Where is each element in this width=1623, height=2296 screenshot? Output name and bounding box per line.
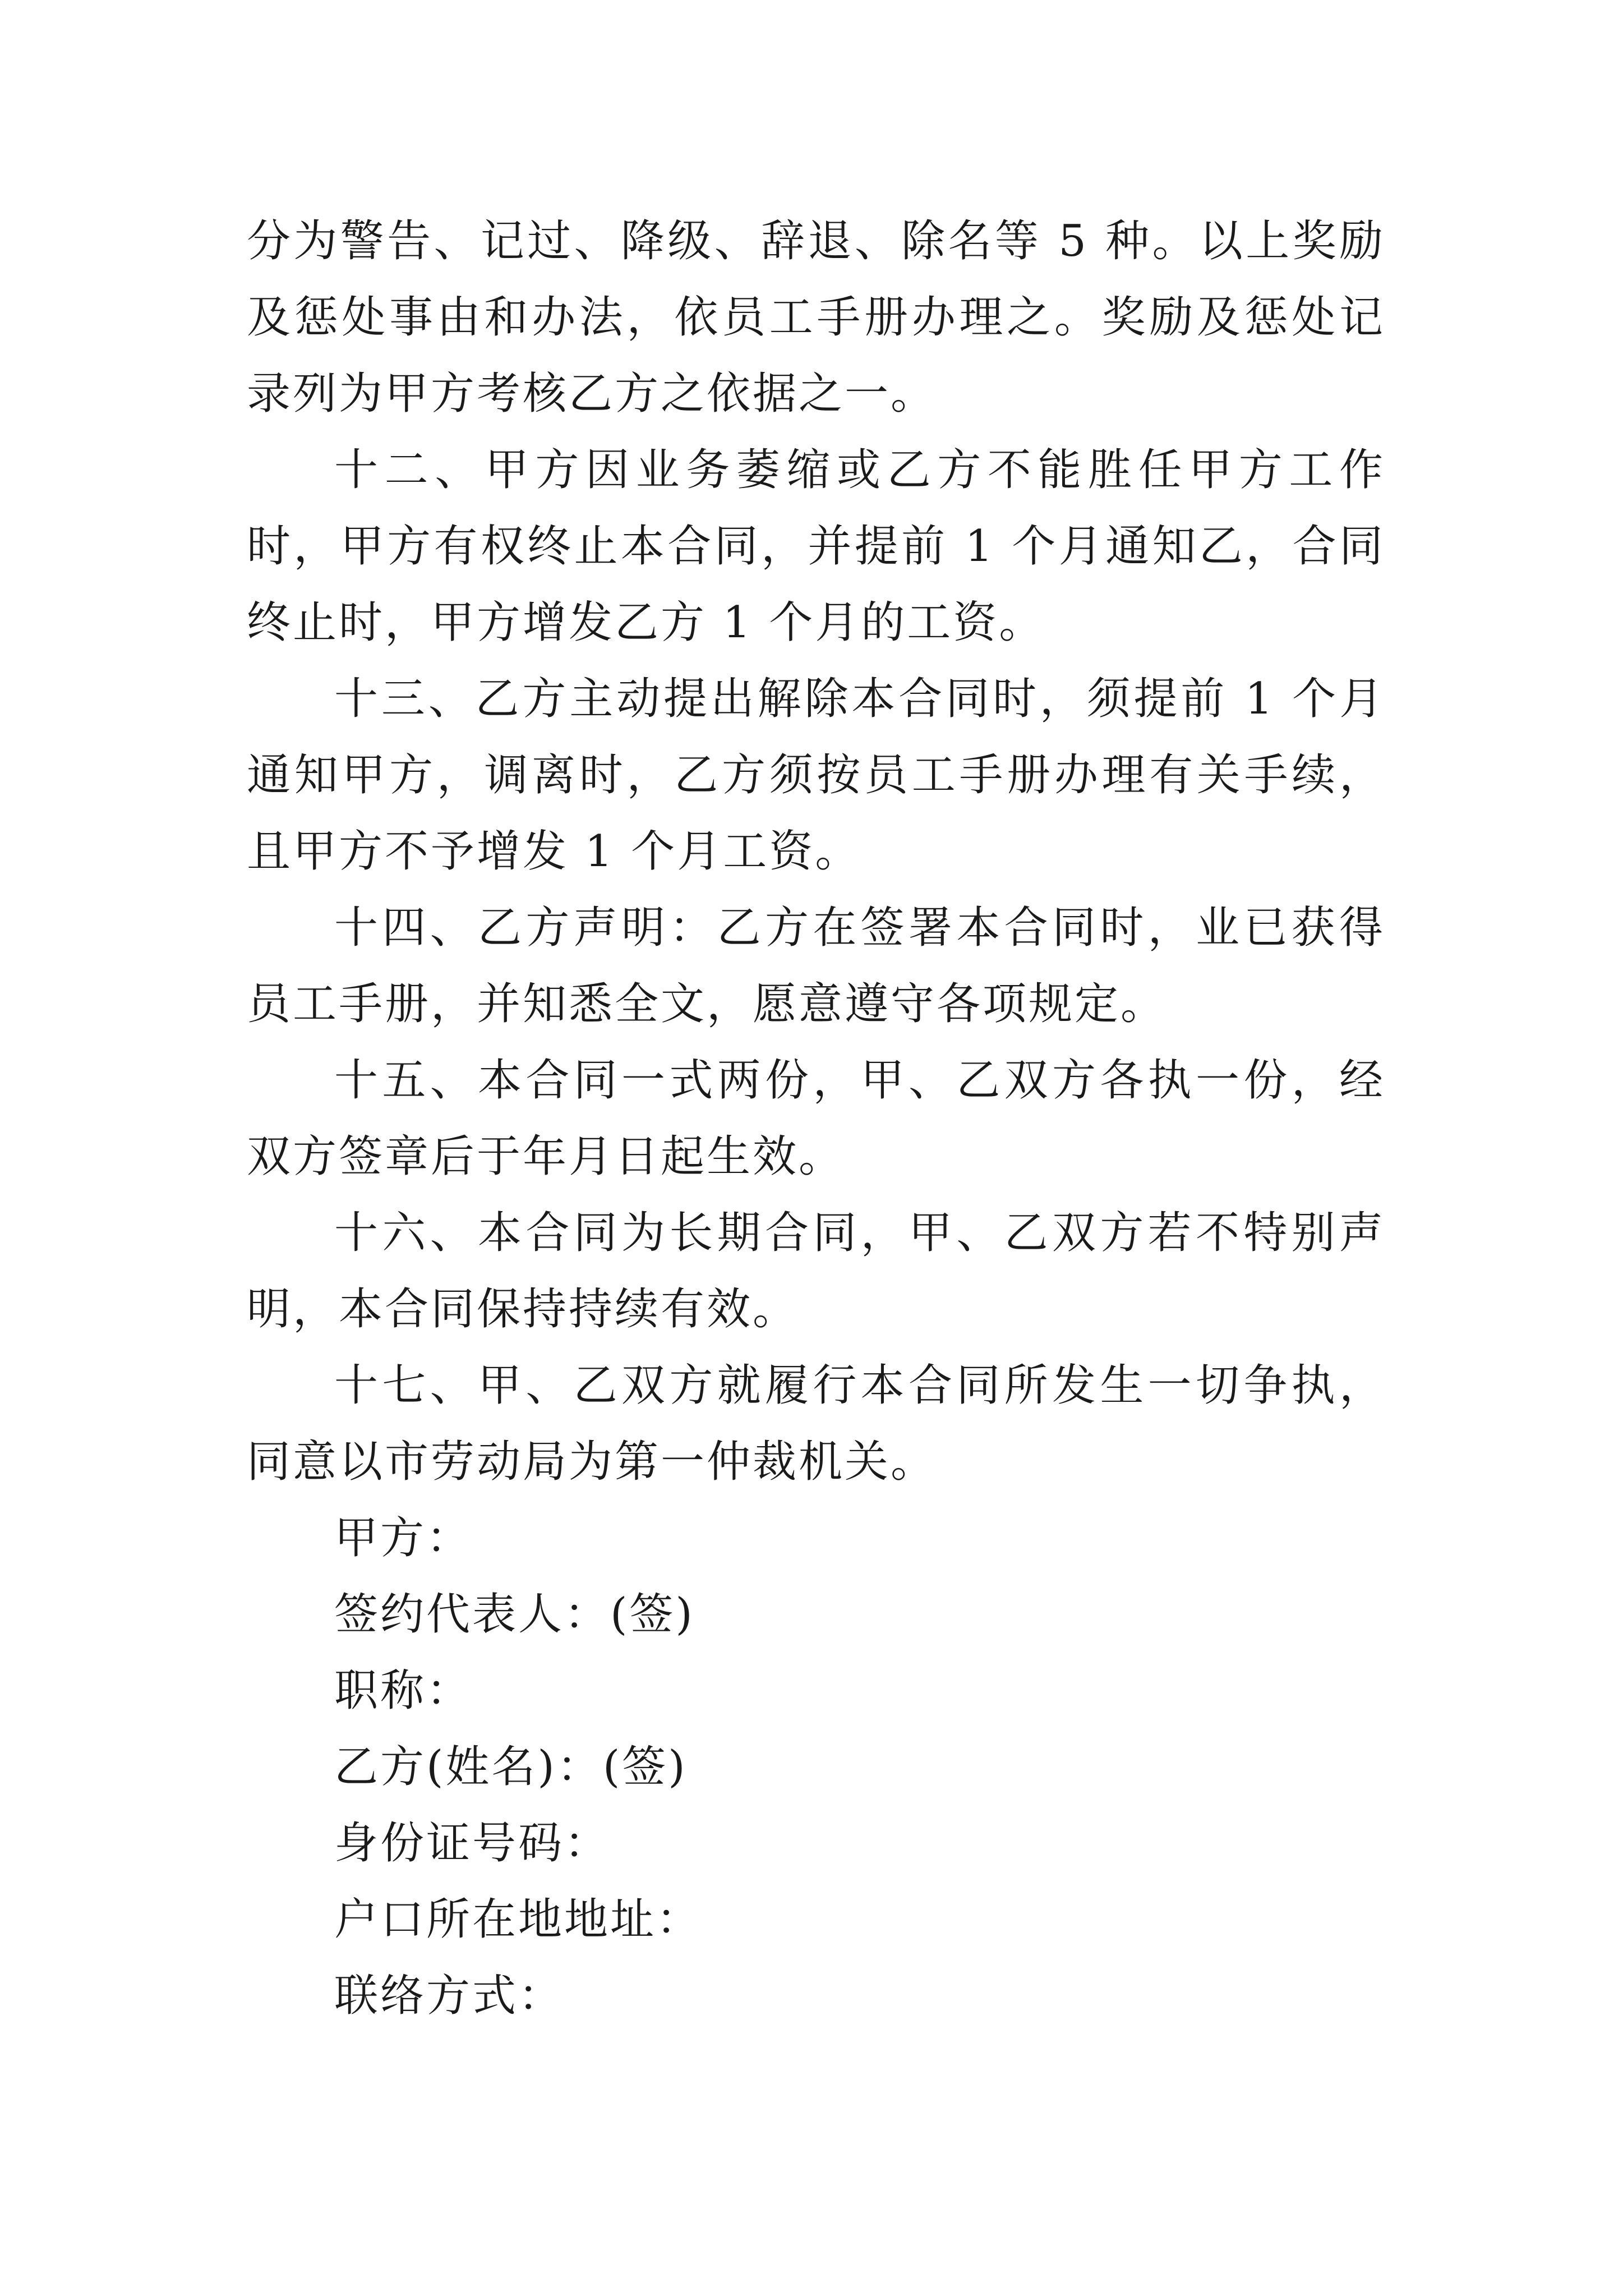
paragraph-penalties-continued: 分为警告、记过、降级、辞退、除名等 5 种。以上奖励及惩处事由和办法，依员工手册办理之。奖励及惩处记录列为甲方考核乙方之依据之一。 — [247, 216, 1385, 419]
party-a-label: 甲方： — [334, 1513, 473, 1563]
signing-representative-label: 签约代表人：(签) — [334, 1589, 695, 1640]
clause-16: 十六、本合同为长期合同，甲、乙双方若不特别声明，本合同保持持续有效。 — [247, 1208, 1385, 1335]
signature-block — [247, 1500, 1385, 2034]
clause-13: 十三、乙方主动提出解除本合同时，须提前 1 个月通知甲方，调离时，乙方须按员工手册办理有关手续，且甲方不予增发 1 个月工资。 — [247, 674, 1385, 877]
clause-14: 十四、乙方声明：乙方在签署本合同时，业已获得员工手册，并知悉全文，愿意遵守各项规定。 — [247, 903, 1385, 1029]
clause-17: 十七、甲、乙双方就履行本合同所发生一切争执，同意以市劳动局为第一仲裁机关。 — [247, 1360, 1385, 1487]
household-address-label: 户口所在地地址： — [334, 1894, 703, 1945]
document-body — [247, 203, 1385, 2034]
id-number-label: 身份证号码： — [334, 1818, 611, 1869]
contact-info-label: 联络方式： — [334, 1971, 565, 2021]
job-title-label: 职称： — [334, 1665, 473, 1716]
clause-12: 十二、甲方因业务萎缩或乙方不能胜任甲方工作时，甲方有权终止本合同，并提前 1 个月通知乙，合同终止时，甲方增发乙方 1 个月的工资。 — [247, 445, 1385, 648]
party-b-name-label: 乙方(姓名)：(签) — [334, 1742, 688, 1792]
clause-15: 十五、本合同一式两份，甲、乙双方各执一份，经双方签章后于年月日起生效。 — [247, 1055, 1385, 1182]
